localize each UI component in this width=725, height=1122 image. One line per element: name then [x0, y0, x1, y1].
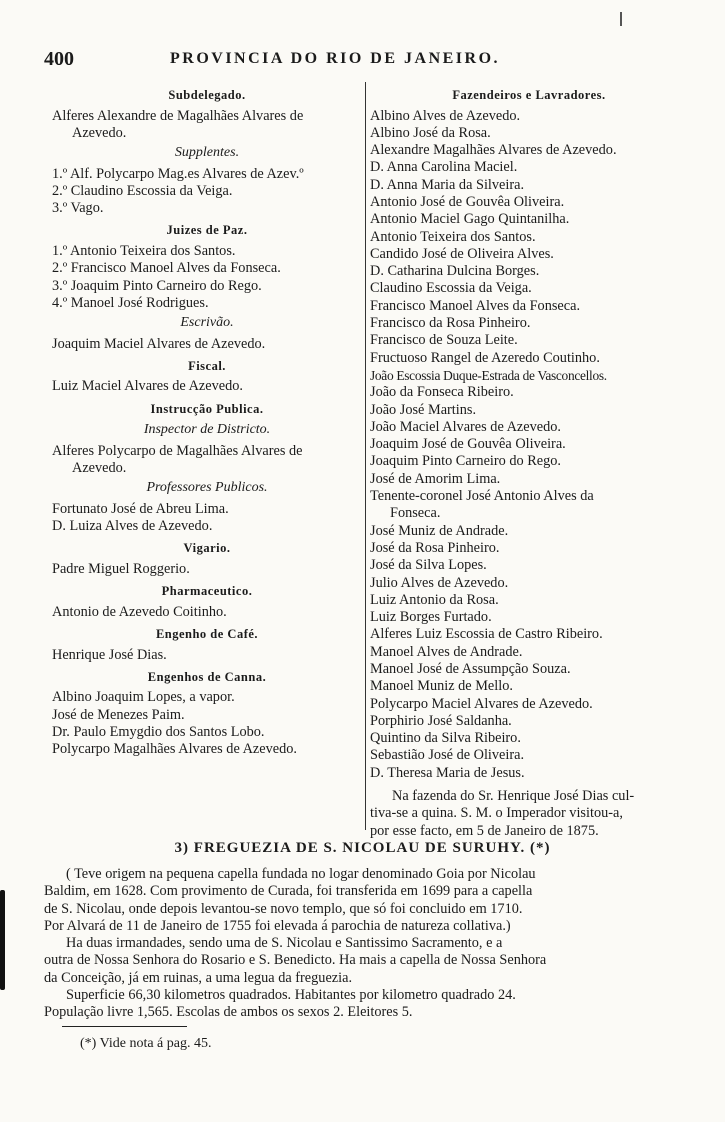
text-line: Azevedo. — [72, 460, 127, 477]
list-item: Francisco da Rosa Pinheiro. — [370, 315, 531, 332]
list-item: Porphirio José Saldanha. — [370, 712, 512, 729]
list-item: Luiz Borges Furtado. — [370, 609, 492, 626]
list-item: Francisco de Souza Leite. — [370, 332, 518, 349]
list-item: D. Anna Maria da Silveira. — [370, 176, 525, 193]
list-item: Luiz Antonio da Rosa. — [370, 591, 499, 608]
column-divider — [365, 82, 366, 830]
text-line: Henrique José Dias. — [52, 646, 167, 663]
body-line: População livre 1,565. Escolas de ambos os sexos 2. Eleitores 5. — [44, 1004, 413, 1021]
list-item: Albino José da Rosa. — [370, 124, 491, 141]
text-line: Padre Miguel Roggerio. — [52, 560, 190, 577]
list-item: Joaquim José de Gouvêa Oliveira. — [370, 436, 566, 453]
heading-inspector: Inspector de Districto. — [143, 422, 271, 438]
list-item: Julio Alves de Azevedo. — [370, 574, 509, 591]
body-line: ( Teve origem na pequena capella fundada no logar denominado Goia por Nicolau — [66, 866, 536, 882]
list-item: Manoel José de Assumpção Souza. — [370, 661, 571, 677]
list-item: Alferes Luiz Escossia de Castro Ribeiro. — [370, 626, 603, 643]
list-item: Manoel Alves de Andrade. — [370, 643, 523, 660]
text-line: D. Luiza Alves de Azevedo. — [52, 518, 213, 535]
heading-fiscal: Fiscal. — [188, 358, 226, 373]
heading-pharmaceutico: Pharmaceutico. — [161, 584, 253, 599]
list-item: João José Martins. — [370, 401, 477, 418]
text-line: Alferes Polycarpo de Magalhães Alvares de — [52, 442, 303, 459]
footnote: (*) Vide nota á pag. 45. — [80, 1036, 212, 1051]
heading-escrivao: Escrivão. — [180, 315, 234, 331]
section-body — [44, 866, 690, 1022]
list-item: Joaquim Pinto Carneiro do Rego. — [370, 453, 562, 470]
heading-supplentes: Supplentes. — [174, 145, 240, 161]
heading-juizes: Juizes de Paz. — [166, 223, 248, 238]
text-line: Fortunato José de Abreu Lima. — [52, 500, 229, 517]
list-item: José de Amorim Lima. — [370, 470, 501, 487]
text-line: José de Menezes Paim. — [52, 706, 185, 723]
text-line: Dr. Paulo Emygdio dos Santos Lobo. — [52, 723, 265, 740]
list-item: José da Silva Lopes. — [370, 557, 487, 574]
text-line: Luiz Maciel Alvares de Azevedo. — [52, 378, 243, 395]
right-column — [370, 82, 688, 840]
heading-fazendeiros: Fazendeiros e Lavradores. — [452, 88, 606, 102]
list-item: Francisco Manoel Alves da Fonseca. — [370, 297, 581, 314]
text-line: 4.º Manoel José Rodrigues. — [52, 294, 209, 311]
body-line: da Conceição, já em ruinas, a uma legua da freguezia. — [44, 969, 353, 986]
text-line: 2.º Francisco Manoel Alves da Fonseca. — [52, 260, 281, 277]
list-item: D. Catharina Dulcina Borges. — [370, 263, 540, 280]
list-item: Albino Alves de Azevedo. — [370, 107, 521, 124]
body-line: outra de Nossa Senhora do Rosario e S. Benedicto. Ha mais a capella de Nossa Senhora — [44, 952, 547, 969]
text-line: 1.º Alf. Polycarpo Mag.es Alvares de Azev.º — [52, 165, 304, 182]
heading-subdelegado: Subdelegado. — [168, 88, 246, 102]
list-item: Antonio Teixeira dos Santos. — [370, 228, 536, 245]
left-column — [52, 82, 362, 759]
text-line: Antonio de Azevedo Coitinho. — [52, 603, 227, 620]
page-number: 400 — [44, 48, 74, 70]
body-line: Baldim, em 1628. Com provimento de Curada, foi transferida em 1699 para a capella — [44, 883, 533, 900]
text-line: 3.º Joaquim Pinto Carneiro do Rego. — [52, 277, 262, 294]
page-header — [0, 48, 725, 72]
text-line: 3.º Vago. — [52, 200, 104, 217]
footnote-rule — [62, 1026, 187, 1027]
text-line: Alferes Alexandre de Magalhães Alvares de — [52, 107, 304, 124]
list-item: D. Anna Carolina Maciel. — [370, 159, 518, 176]
list-item: Candido José de Oliveira Alves. — [370, 245, 554, 262]
text-line: Albino Joaquim Lopes, a vapor. — [52, 689, 235, 706]
heading-engenhos-canna: Engenhos de Canna. — [147, 669, 267, 684]
list-item: Alexandre Magalhães Alvares de Azevedo. — [370, 142, 617, 159]
list-item: Polycarpo Maciel Alvares de Azevedo. — [370, 695, 593, 712]
list-item: José da Rosa Pinheiro. — [370, 539, 500, 556]
list-item: João da Fonseca Ribeiro. — [370, 384, 514, 401]
list-item: D. Theresa Maria de Jesus. — [370, 764, 525, 781]
heading-vigario: Vigario. — [183, 541, 231, 556]
body-line: de S. Nicolau, onde depois levantou-se novo templo, que só foi concluido em 1710. — [44, 900, 523, 917]
heading-engenho-cafe: Engenho de Café. — [155, 627, 259, 642]
list-item: Claudino Escossia da Veiga. — [370, 280, 532, 297]
list-item: José Muniz de Andrade. — [370, 522, 509, 539]
running-title: PROVINCIA DO RIO DE JANEIRO. — [170, 50, 501, 67]
list-item: Fructuoso Rangel de Azeredo Coutinho. — [370, 349, 600, 366]
text-line: Polycarpo Magalhães Alvares de Azevedo. — [52, 741, 297, 758]
names-list — [370, 108, 688, 783]
list-item: Tenente-coronel José Antonio Alves da — [370, 488, 594, 505]
body-line: Superficie 66,30 kilometros quadrados. Habitantes por kilometro quadrado 24. — [66, 987, 516, 1004]
list-item: Manoel Muniz de Mello. — [370, 678, 513, 695]
list-item: Quintino da Silva Ribeiro. — [370, 730, 521, 747]
binding-edge-mark — [0, 890, 5, 990]
heading-instruccao: Instrucção Publica. — [150, 401, 264, 416]
list-item: Sebastião José de Oliveira. — [370, 747, 525, 764]
note-line: tiva-se a quina. S. M. o Imperador visitou-a, — [370, 805, 623, 822]
margin-mark — [620, 12, 622, 26]
text-line: Joaquim Maciel Alvares de Azevedo. — [52, 335, 266, 352]
text-line: 1.º Antonio Teixeira dos Santos. — [52, 242, 236, 259]
text-line: 2.º Claudino Escossia da Veiga. — [52, 182, 233, 199]
list-item: João Escossia Duque-Estrada de Vasconcellos. — [370, 367, 607, 383]
note-line: por esse facto, em 5 de Janeiro de 1875. — [370, 822, 599, 839]
list-item: Antonio José de Gouvêa Oliveira. — [370, 193, 565, 210]
list-item: Antonio Maciel Gago Quintanilha. — [370, 211, 570, 228]
body-line: Por Alvará de 11 de Janeiro de 1755 foi elevada á parochia de natureza collativa.) — [44, 917, 511, 934]
body-line: Ha duas irmandades, sendo uma de S. Nicolau e Santissimo Sacramento, e a — [66, 935, 503, 952]
list-item: João Maciel Alvares de Azevedo. — [370, 418, 561, 435]
text-line: Azevedo. — [72, 124, 127, 141]
section-title: 3) FREGUEZIA DE S. NICOLAU DE SURUHY. (*) — [174, 840, 551, 856]
list-item: Fonseca. — [390, 505, 441, 522]
heading-professores: Professores Publicos. — [146, 480, 268, 496]
note-line: Na fazenda do Sr. Henrique José Dias cul- — [392, 788, 635, 805]
